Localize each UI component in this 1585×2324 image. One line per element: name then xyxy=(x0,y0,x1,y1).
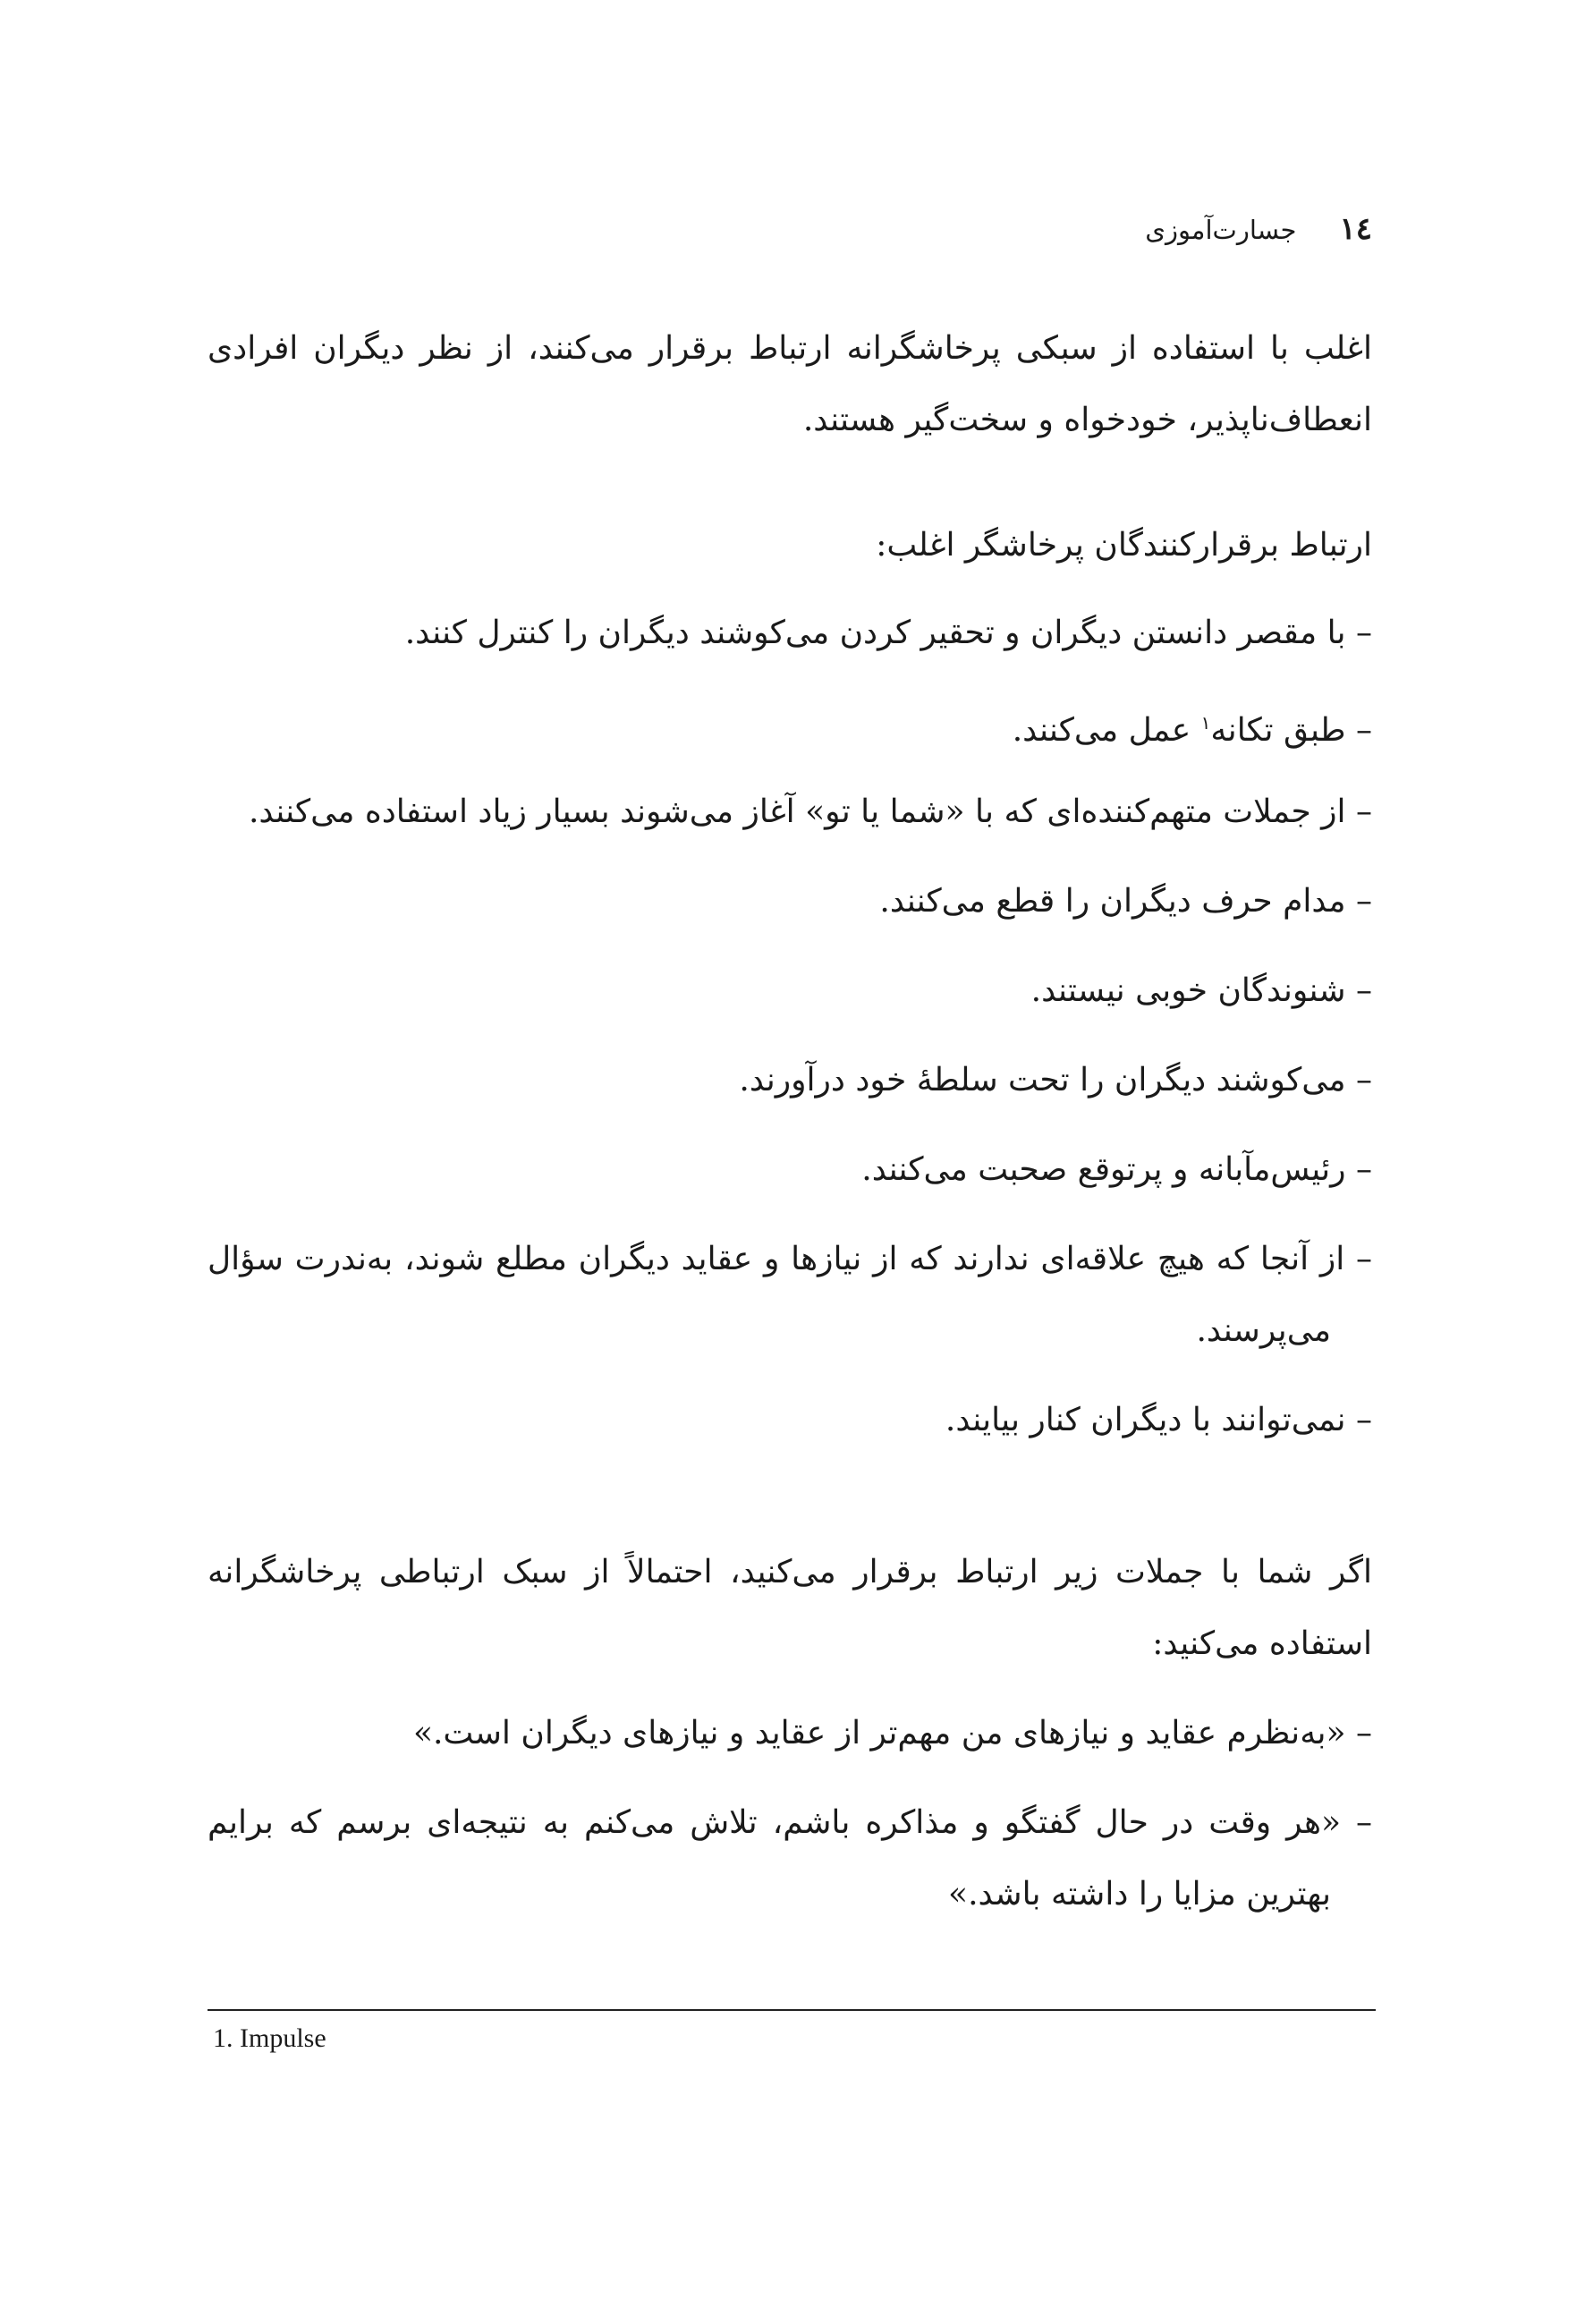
list-item xyxy=(208,687,1372,767)
intro-paragraph: اغلب با استفاده از سبکی پرخاشگرانه ارتباط برقرار می‌کنند، از نظر دیگران افرادی انعطاف‌ناپذیر، خودخواه و سخت‌گیر هستند. xyxy=(208,330,1372,438)
list-item: – می‌کوشند دیگران را تحت سلطهٔ خود درآورند. xyxy=(739,1062,1372,1098)
list-item-text-tail: عمل می‌کنند. xyxy=(1012,712,1201,749)
list-item: – با مقصر دانستن دیگران و تحقیر کردن می‌کوشند دیگران را کنترل کنند. xyxy=(404,615,1372,651)
quote-item: – «به‌نظرم عقاید و نیازهای من مهم‌تر از عقاید و نیازهای دیگران است.» xyxy=(412,1715,1372,1751)
footnote-marker: ١ xyxy=(1200,712,1211,734)
list-item: – نمی‌توانند با دیگران کنار بیایند. xyxy=(945,1402,1372,1438)
list-intro: ارتباط برقرارکنندگان پرخاشگر اغلب: xyxy=(876,527,1372,564)
list-item: – از آنجا که هیچ علاقه‌ای ندارند که از نیازها و عقاید دیگران مطلع شوند، به‌ندرت سؤال می‌پرسند. xyxy=(208,1241,1372,1349)
list-item-text: – طبق تکانه xyxy=(1210,712,1372,749)
list-item: – شنوندگان خوبی نیستند. xyxy=(1030,972,1372,1009)
list-item: – رئیس‌مآبانه و پرتوقع صحبت می‌کنند. xyxy=(861,1151,1372,1188)
list-item: – مدام حرف دیگران را قطع می‌کنند. xyxy=(879,883,1372,920)
footnote: 1. Impulse xyxy=(213,2023,326,2053)
page-number: ١٤ xyxy=(1339,211,1372,247)
running-title: جسارت‌آموزی xyxy=(1145,215,1297,245)
closing-paragraph: اگر شما با جملات زیر ارتباط برقرار می‌کنید، احتمالاً از سبک ارتباطی پرخاشگرانه استفاده می‌کنید: xyxy=(208,1554,1372,1662)
body-text xyxy=(208,0,1372,2324)
list-item: – از جملات متهم‌کننده‌ای که با «شما یا تو» آغاز می‌شوند بسیار زیاد استفاده می‌کنند. xyxy=(248,793,1372,830)
footnote-divider xyxy=(208,2009,1376,2011)
quote-item: – «هر وقت در حال گفتگو و مذاکره باشم، تلاش می‌کنم به نتیجه‌ای برسم که برایم بهترین مزایا را داشته باشد.» xyxy=(208,1804,1372,1913)
